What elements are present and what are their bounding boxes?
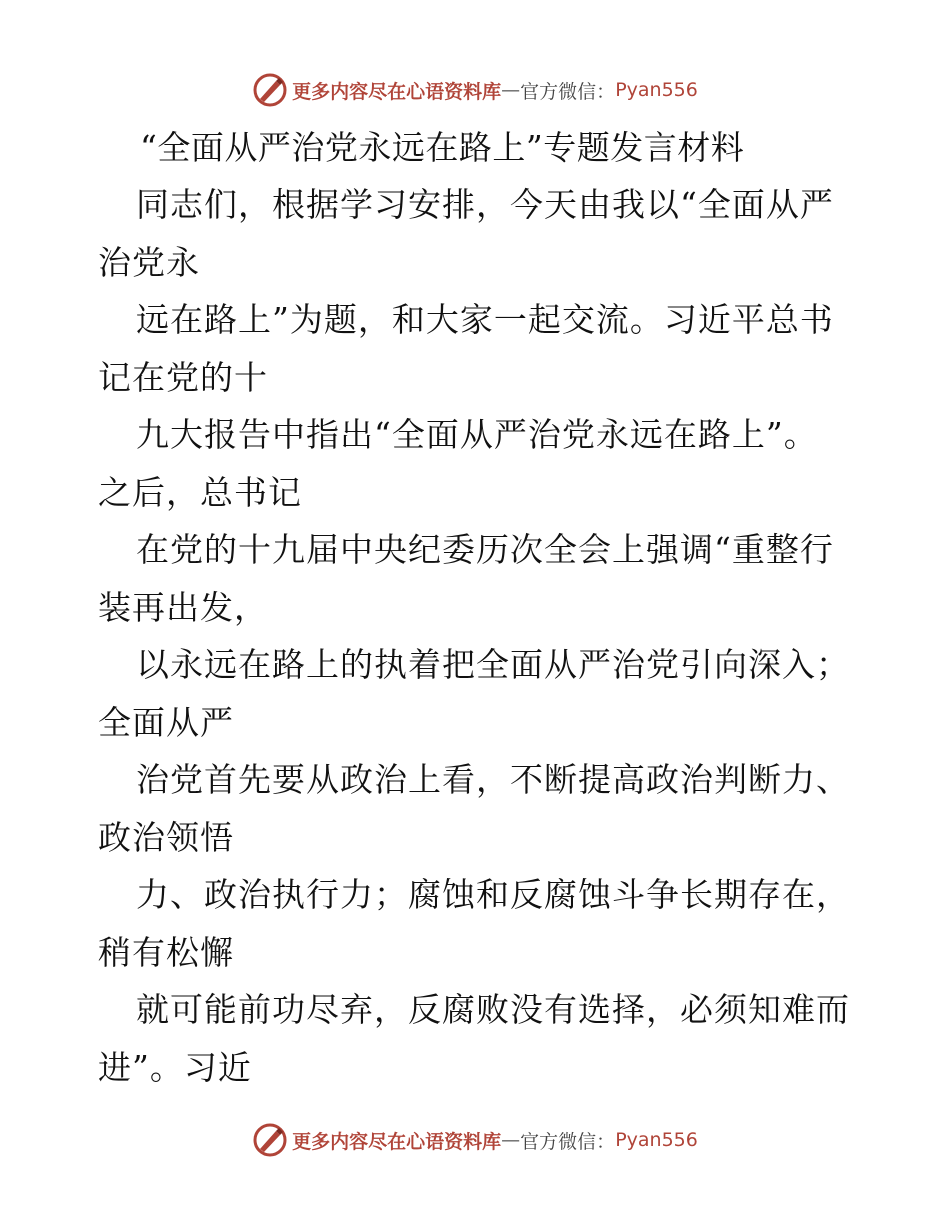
paragraph-line: 同志们，根据学习安排，今天由我以“全面从严 xyxy=(136,185,834,224)
paragraph-line: 以永远在路上的执着把全面从严治党引向深入； xyxy=(136,645,850,684)
watermark-wechat-id: Pyan556 xyxy=(615,79,698,101)
paragraph-line: 之后，总书记 xyxy=(98,472,302,512)
paragraph-line: 稍有松懈 xyxy=(98,932,234,972)
paragraph-line: 治党首先要从政治上看，不断提高政治判断力、 xyxy=(136,760,850,799)
watermark-separator: — xyxy=(501,1129,521,1151)
watermark-wechat-id: Pyan556 xyxy=(615,1129,698,1151)
paragraph-line: 力、政治执行力；腐蚀和反腐蚀斗争长期存在， xyxy=(136,875,850,914)
paragraph-line: 政治领悟 xyxy=(98,817,234,857)
paragraph-line: 远在路上”为题，和大家一起交流。习近平总书 xyxy=(136,300,834,339)
pen-logo-icon xyxy=(252,1122,288,1158)
document-body xyxy=(98,120,858,1096)
pen-logo-icon xyxy=(252,72,288,108)
watermark-banner-bottom xyxy=(0,1118,950,1162)
paragraph-line: 治党永 xyxy=(98,242,200,282)
document-title: “全面从严治党永远在路上”专题发言材料 xyxy=(140,128,745,167)
watermark-official-label: 官方微信： xyxy=(520,1130,616,1153)
watermark-official-label: 官方微信： xyxy=(520,80,616,103)
watermark-brand: 更多内容尽在心语资料库 xyxy=(292,1130,502,1153)
paragraph-line: 进”。习近 xyxy=(98,1047,252,1087)
paragraph-line: 就可能前功尽弃，反腐败没有选择，必须知难而 xyxy=(136,990,850,1029)
watermark-brand: 更多内容尽在心语资料库 xyxy=(292,80,502,103)
paragraph-line: 九大报告中指出“全面从严治党永远在路上”。 xyxy=(136,415,818,454)
paragraph-line: 记在党的十 xyxy=(98,357,268,397)
paragraph-line: 在党的十九届中央纪委历次全会上强调“重整行 xyxy=(136,530,834,569)
paragraph-line: 装再出发， xyxy=(98,587,268,627)
watermark-banner-top xyxy=(0,68,950,112)
watermark-separator: — xyxy=(501,79,521,101)
paragraph-line: 全面从严 xyxy=(98,702,234,742)
